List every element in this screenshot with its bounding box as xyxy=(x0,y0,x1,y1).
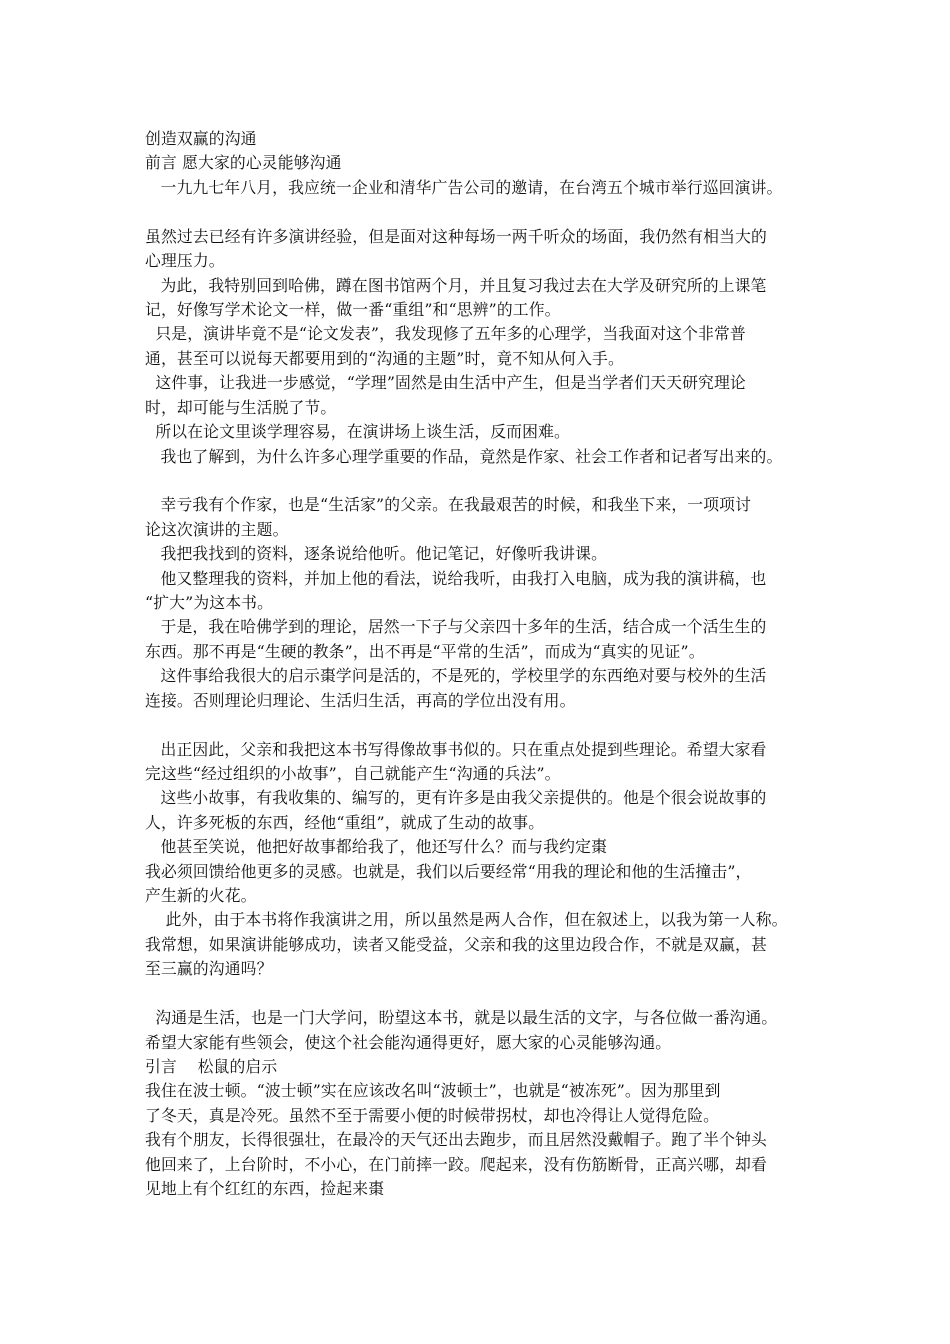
text-line: 引言 松鼠的启示 xyxy=(145,1057,278,1076)
text-line: 见地上有个红红的东西，捡起来棗 xyxy=(145,1179,385,1199)
text-line: 出正因此，父亲和我把这本书写得像故事书似的。只在重点处提到些理论。希望大家看 xyxy=(145,739,767,759)
text-line: 了冬天，真是冷死。虽然不至于需要小便的时候带拐杖，却也冷得让人觉得危险。 xyxy=(145,1105,720,1125)
text-line: 幸亏我有个作家，也是“生活家”的父亲。在我最艰苦的时候，和我坐下来，一项项讨 xyxy=(145,495,752,515)
text-line: 这件事给我很大的启示棗学问是活的，不是死的，学校里学的东西绝对要与校外的生活 xyxy=(145,666,767,686)
text-line: 所以在论文里谈学理容易，在演讲场上谈生活，反而困难。 xyxy=(145,422,570,441)
text-line: 我住在波士顿。“波士顿”实在应该改名叫“波顿士”，也就是“被冻死”。因为那里到 xyxy=(145,1081,721,1101)
text-line: 我常想，如果演讲能够成功，读者又能受益，父亲和我的这里边段合作，不就是双赢，甚 xyxy=(145,934,767,954)
text-line: 我有个朋友，长得很强壮，在最冷的天气还出去跑步，而且居然没戴帽子。跑了半个钟头 xyxy=(145,1130,767,1150)
document-title: 创造双赢的沟通 xyxy=(145,129,257,148)
text-line: 我必须回馈给他更多的灵感。也就是，我们以后要经常“用我的理论和他的生活撞击”， xyxy=(145,861,752,881)
text-line: 只是，演讲毕竟不是“论文发表”，我发现修了五年多的心理学，当我面对这个非常普 xyxy=(145,324,746,344)
text-line: “扩大”为这本书。 xyxy=(145,593,274,612)
text-line: 心理压力。 xyxy=(145,251,225,271)
text-line: 他甚至笑说，他把好故事都给我了，他还写什么？而与我约定棗 xyxy=(145,837,608,857)
text-line: 连接。否则理论归理论、生活归生活，再高的学位出没有用。 xyxy=(145,690,576,710)
text-line: 人，许多死板的东西，经他“重组”，就成了生动的故事。 xyxy=(145,812,545,832)
text-line: 前言 愿大家的心灵能够沟通 xyxy=(145,153,342,173)
text-line: 为此，我特别回到哈佛，蹲在图书馆两个月，并且复习我过去在大学及研究所的上课笔 xyxy=(145,275,767,295)
text-line: 希望大家能有些领会，使这个社会能沟通得更好，愿大家的心灵能够沟通。 xyxy=(145,1032,672,1052)
text-line: 虽然过去已经有许多演讲经验，但是面对这种每场一两千听众的场面，我仍然有相当大的 xyxy=(145,226,767,246)
text-line: 这件事，让我进一步感觉，“学理”固然是由生活中产生，但是当学者们天天研究理论 xyxy=(145,373,746,393)
text-line: 沟通是生活，也是一门大学问，盼望这本书，就是以最生活的文字，与各位做一番沟通。 xyxy=(145,1008,778,1028)
text-line: 于是，我在哈佛学到的理论，居然一下子与父亲四十多年的生活，结合成一个活生生的 xyxy=(145,617,767,637)
text-line: 完这些“经过组织的小故事”，自己就能产生“沟通的兵法”。 xyxy=(145,763,561,783)
text-line: 时，却可能与生活脱了节。 xyxy=(145,397,337,417)
text-line: 我也了解到，为什么许多心理学重要的作品，竟然是作家、社会工作者和记者写出来的。 xyxy=(145,446,783,466)
text-line: 此外，由于本书将作我演讲之用，所以虽然是两人合作，但在叙述上，以我为第一人称。 xyxy=(145,910,788,930)
text-line: 通，甚至可以说每天都要用到的“沟通的主题”时，竟不知从何入手。 xyxy=(145,348,624,368)
text-line: 论这次演讲的主题。 xyxy=(145,519,289,539)
text-line: 产生新的火花。 xyxy=(145,886,257,905)
text-line: 一九九七年八月，我应统一企业和清华广告公司的邀请，在台湾五个城市举行巡回演讲。 xyxy=(145,177,783,197)
text-line: 东西。那不再是“生硬的教条”，出不再是“平常的生活”，而成为“真实的见证”。 xyxy=(145,641,705,661)
text-line: 这些小故事，有我收集的、编写的，更有许多是由我父亲提供的。他是个很会说故事的 xyxy=(145,788,767,808)
text-line: 我把我找到的资料，逐条说给他听。他记笔记，好像听我讲课。 xyxy=(145,544,608,564)
text-line: 他回来了，上台阶时，不小心，在门前摔一跤。爬起来，没有伤筋断骨，正高兴哪，却看 xyxy=(145,1154,767,1174)
text-line: 他又整理我的资料，并加上他的看法，说给我听，由我打入电脑，成为我的演讲稿，也 xyxy=(145,568,767,588)
text-line: 至三赢的沟通吗？ xyxy=(145,959,273,979)
text-line: 记，好像写学术论文一样，做一番“重组”和“思辨”的工作。 xyxy=(145,299,561,319)
